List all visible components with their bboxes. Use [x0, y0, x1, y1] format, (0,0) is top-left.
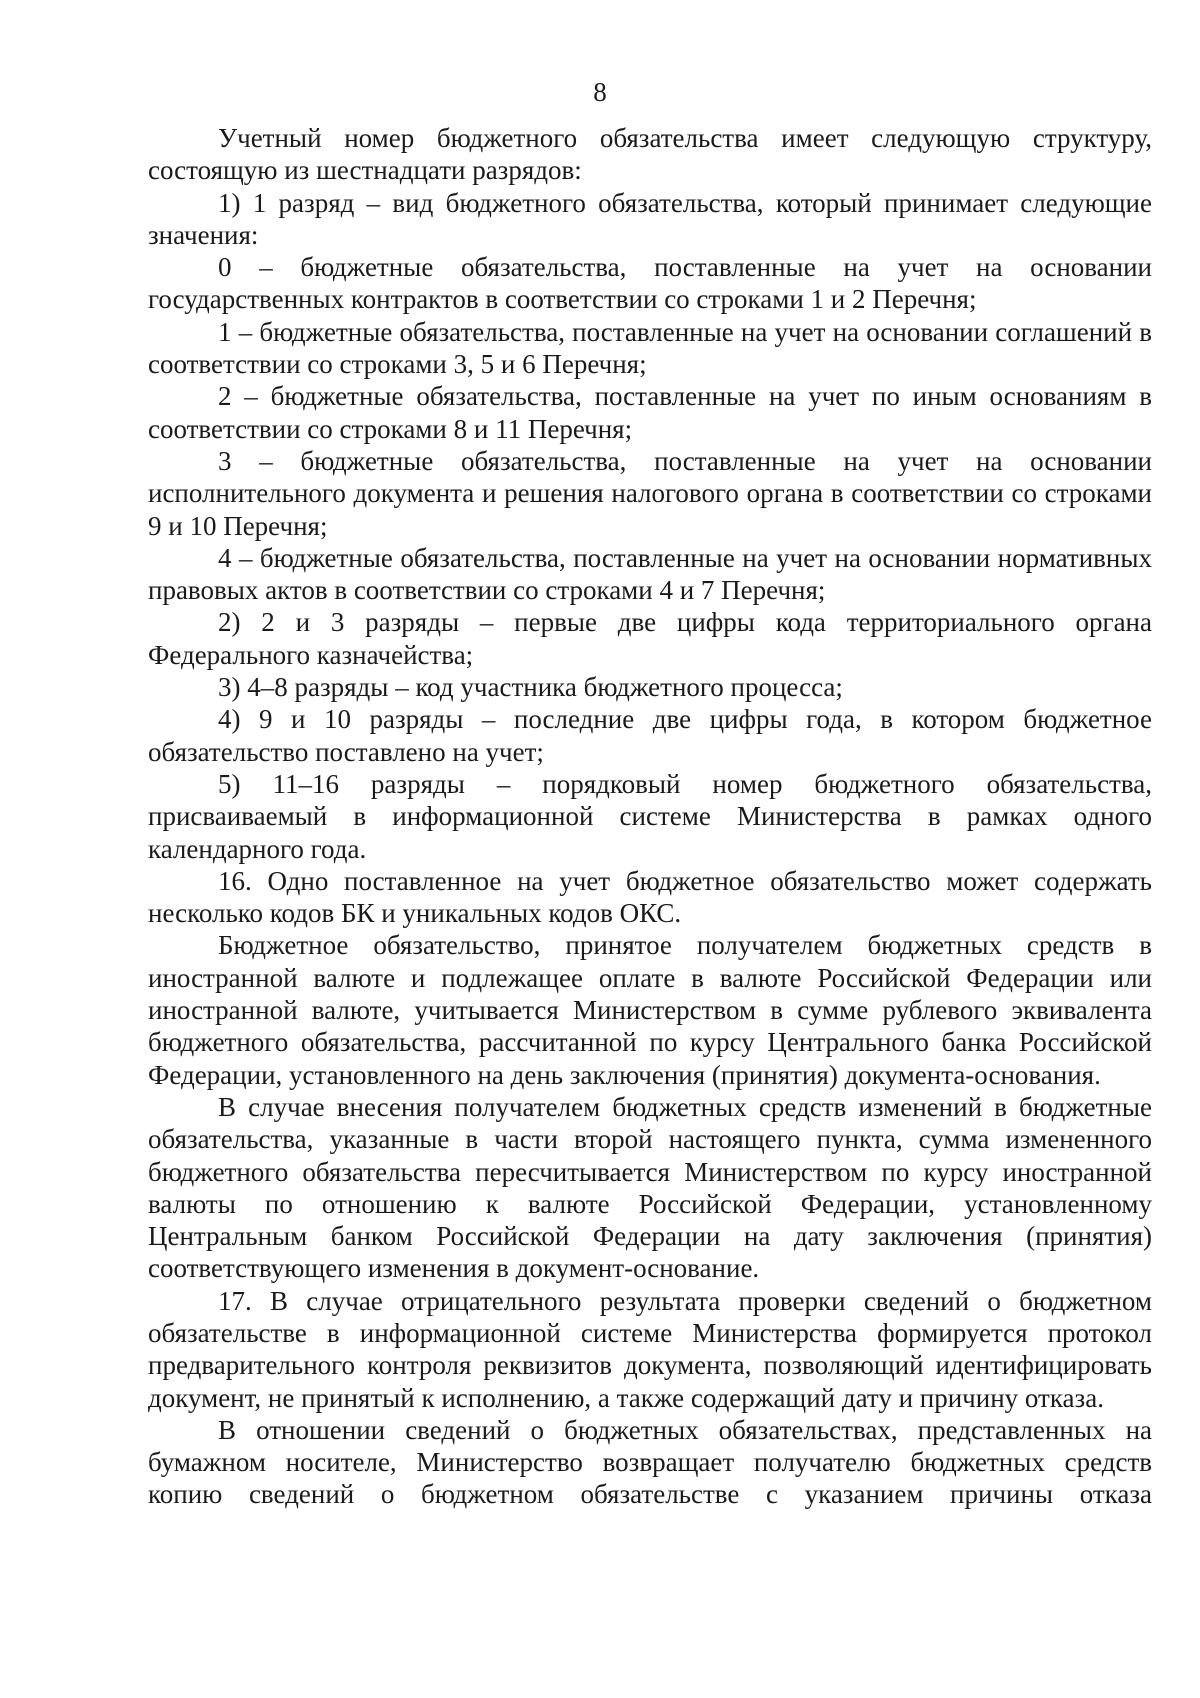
paragraph-structure-intro: Учетный номер бюджетного обязательства имеет следующую структуру, состоящую из шестнадцати разрядов:	[148, 123, 1152, 186]
document-body	[148, 122, 1152, 1511]
paragraph-item-4: 4) 9 и 10 разряды – последние две цифры года, в котором бюджетное обязательство поставлено на учет;	[148, 704, 1152, 767]
paragraph-item-1: 1) 1 разряд – вид бюджетного обязательства, который принимает следующие значения:	[148, 187, 1152, 250]
paragraph-item-2: 2) 2 и 3 разряды – первые две цифры кода территориального органа Федерального казначейства;	[148, 607, 1152, 670]
paragraph-foreign-currency: Бюджетное обязательство, принятое получателем бюджетных средств в иностранной валюте и подлежащее оплате в валюте Российской Федерации или иностранной валюте, учитывается Министерством в сумме рублевого эквивалента бюджетного обязательства, рассчитанной по курсу Центрального банка Российской Федерации, установленного на день заключения (принятия) документа-основания.	[148, 930, 1152, 1090]
paragraph-value-3: 3 – бюджетные обязательства, поставленные на учет на основании исполнительного документа и решения налогового органа в соответствии со строками 9 и 10 Перечня;	[148, 445, 1152, 541]
page-number: 8	[593, 77, 607, 107]
paragraph-value-4: 4 – бюджетные обязательства, поставленные на учет на основании нормативных правовых актов в соответствии со строками 4 и 7 Перечня;	[148, 542, 1152, 606]
paragraph-currency-changes: В случае внесения получателем бюджетных средств изменений в бюджетные обязательства, указанные в части второй настоящего пункта, сумма измененного бюджетного обязательства пересчитывается Министерством по курсу иностранной валюты по отношению к валюте Российской Федерации, установленному Центральным банком Российской Федерации на дату заключения (принятия) соответствующего изменения в документ-основание.	[148, 1091, 1152, 1284]
paragraph-item-5: 5) 11–16 разряды – порядковый номер бюджетного обязательства, присваиваемый в информационной системе Министерства в рамках одного календарного года.	[148, 768, 1152, 864]
paragraph-value-1: 1 – бюджетные обязательства, поставленные на учет на основании соглашений в соответствии со строками 3, 5 и 6 Перечня;	[148, 316, 1152, 380]
paragraph-item-3: 3) 4–8 разряды – код участника бюджетного процесса;	[218, 672, 843, 703]
paragraph-value-2: 2 – бюджетные обязательства, поставленные на учет по иным основаниям в соответствии со строками 8 и 11 Перечня;	[148, 381, 1152, 444]
paragraph-value-0: 0 – бюджетные обязательства, поставленные на учет на основании государственных контрактов в соответствии со строками 1 и 2 Перечня;	[148, 252, 1152, 315]
paragraph-paper-refusal: В отношении сведений о бюджетных обязательствах, представленных на бумажном носителе, Министерство возвращает получателю бюджетных средств копию сведений о бюджетном обязательстве с указанием причины отказа	[148, 1414, 1152, 1510]
paragraph-clause-17: 17. В случае отрицательного результата проверки сведений о бюджетном обязательстве в информационной системе Министерства формируется протокол предварительного контроля реквизитов документа, позволяющий идентифицировать документ, не принятый к исполнению, а также содержащий дату и причину отказа.	[148, 1285, 1152, 1413]
paragraph-clause-16: 16. Одно поставленное на учет бюджетное обязательство может содержать несколько кодов БК и уникальных кодов ОКС.	[148, 865, 1152, 929]
